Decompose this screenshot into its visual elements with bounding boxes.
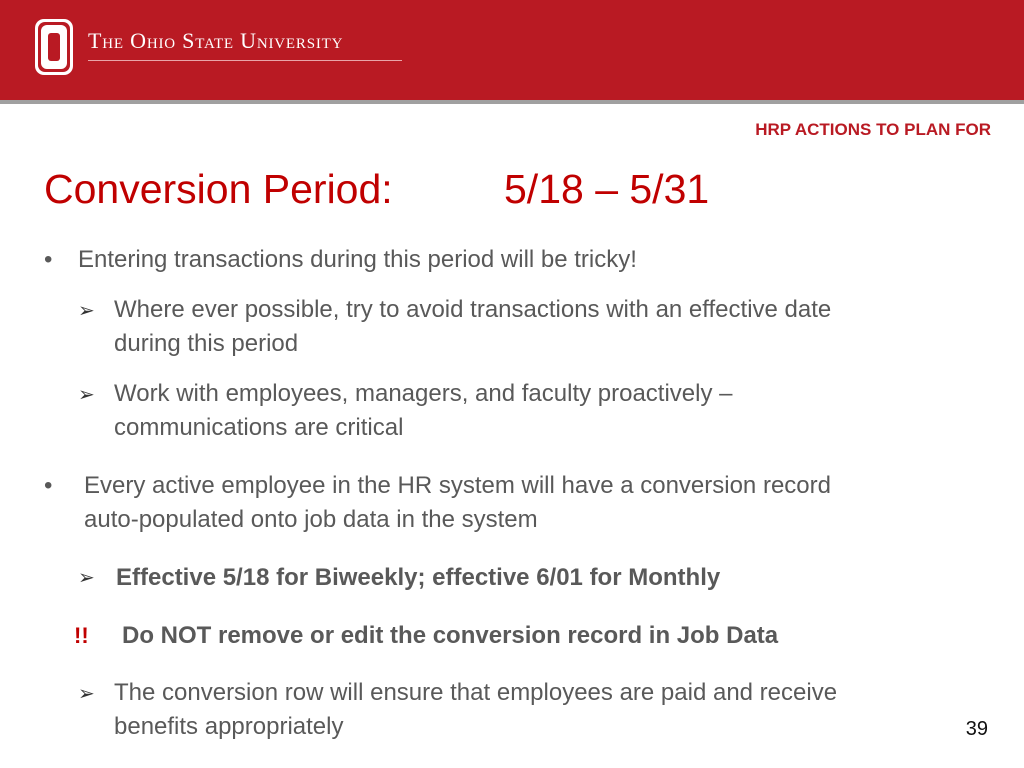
bullet-line: Every active employee in the HR system will have a conversion record	[84, 472, 831, 499]
sub-bullet-line: benefits appropriately	[114, 713, 344, 740]
sub-bullet-line: communications are critical	[114, 414, 404, 441]
bullet-text: Entering transactions during this period will be tricky!	[78, 246, 637, 273]
sub-bullet-line: Work with employees, managers, and faculty proactively –	[114, 380, 733, 407]
sub-bullet-text	[114, 377, 733, 445]
bullet-line: auto-populated onto job data in the system	[84, 506, 538, 533]
sub-bullet-text: Do NOT remove or edit the conversion record in Job Data	[122, 622, 779, 649]
arrow-bullet-icon: ➢	[78, 300, 95, 322]
section-label: HRP ACTIONS TO PLAN FOR	[755, 120, 991, 139]
page-number: 39	[965, 718, 988, 740]
warning-marker-icon: !!	[74, 623, 89, 648]
osu-block-o-logo-icon	[34, 18, 74, 76]
sub-bullet-line: Where ever possible, try to avoid transactions with an effective date	[114, 296, 832, 323]
arrow-bullet-icon: ➢	[78, 384, 95, 406]
bullet-marker: •	[44, 246, 53, 273]
sub-bullet-text	[114, 293, 831, 361]
title-text: Conversion Period:	[44, 166, 393, 212]
bullet-text	[84, 469, 831, 537]
sub-bullet-line: The conversion row will ensure that employees are paid and receive	[114, 679, 838, 706]
header-divider	[88, 60, 402, 61]
arrow-bullet-icon: ➢	[78, 567, 95, 589]
bullet-marker: •	[44, 472, 53, 499]
arrow-bullet-icon: ➢	[78, 683, 95, 705]
sub-bullet-text	[114, 676, 837, 744]
title-date: 5/18 – 5/31	[504, 166, 710, 212]
sub-bullet-line: during this period	[114, 330, 299, 357]
sub-bullet-text: Effective 5/18 for Biweekly; effective 6/01 for Monthly	[116, 564, 721, 591]
slide-title	[44, 166, 710, 213]
header-bar	[0, 0, 1024, 104]
university-name: The Ohio State University	[88, 28, 344, 53]
